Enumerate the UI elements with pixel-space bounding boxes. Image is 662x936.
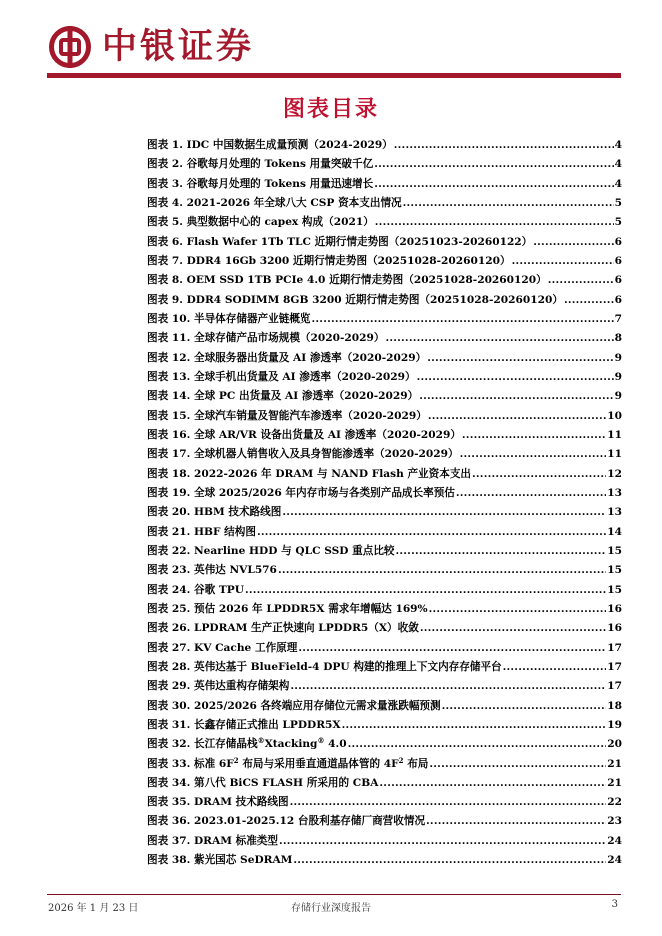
toc-entry-page: 4 — [614, 177, 622, 190]
toc-entry[interactable] — [147, 600, 622, 619]
toc-dot-leader — [374, 175, 613, 194]
toc-entry-page: 6 — [614, 274, 622, 287]
toc-dot-leader — [429, 600, 607, 619]
toc-entry[interactable] — [147, 503, 622, 522]
toc-entry-page: 8 — [614, 332, 622, 345]
toc-entry-page: 14 — [607, 525, 622, 538]
toc-entry-page: 16 — [607, 622, 622, 635]
toc-entry[interactable] — [147, 832, 622, 851]
toc-entry-page: 13 — [607, 506, 622, 519]
toc-entry[interactable] — [147, 329, 622, 348]
toc-dot-leader — [428, 407, 606, 426]
toc-dot-leader — [290, 793, 607, 812]
toc-entry-page: 12 — [607, 467, 622, 480]
toc-entry-label: 图表 32. 长江存储晶栈®Xtacking® 4.0 — [147, 736, 347, 751]
toc-dot-leader — [417, 368, 614, 387]
toc-entry-label: 图表 4. 2021-2026 年全球八大 CSP 资本支出情况 — [147, 196, 402, 209]
toc-entry-label: 图表 15. 全球汽车销量及智能汽车渗透率（2020-2029） — [147, 409, 427, 422]
toc-dot-leader — [548, 271, 614, 290]
toc-entry-page: 15 — [607, 564, 622, 577]
toc-entry-page: 15 — [607, 544, 622, 557]
toc-entry-page: 4 — [614, 158, 622, 171]
toc-entry-page: 6 — [614, 235, 622, 248]
toc-dot-leader — [245, 581, 606, 600]
toc-entry-label: 图表 11. 全球存储产品市场规模（2020-2029） — [147, 332, 385, 345]
toc-dot-leader — [279, 832, 606, 851]
toc-entry-page: 7 — [614, 312, 622, 325]
toc-entry-page: 5 — [614, 216, 622, 229]
toc-dot-leader — [396, 542, 607, 561]
toc-dot-leader — [472, 465, 606, 484]
toc-entry[interactable] — [147, 774, 622, 793]
toc-entry-page: 6 — [614, 254, 622, 267]
toc-entry-label: 图表 10. 半导体存储器产业链概览 — [147, 312, 311, 325]
toc-dot-leader — [427, 349, 613, 368]
toc-entry[interactable] — [147, 271, 622, 290]
toc-entry[interactable] — [147, 407, 622, 426]
toc-entry[interactable] — [147, 542, 622, 561]
toc-entry-label: 图表 24. 谷歌 TPU — [147, 583, 244, 596]
toc-entry-page: 20 — [607, 738, 622, 751]
toc-entry-label: 图表 29. 英伟达重构存储架构 — [147, 680, 290, 693]
toc-entry[interactable] — [147, 465, 622, 484]
toc-entry[interactable] — [147, 697, 622, 716]
toc-entry-label: 图表 3. 谷歌每月处理的 Tokens 用量迅速增长 — [147, 177, 374, 190]
toc-entry[interactable] — [147, 484, 622, 503]
toc-entry-label: 图表 20. HBM 技术路线图 — [147, 506, 282, 519]
toc-entry-label: 图表 36. 2023.01-2025.12 台股利基存储厂商营收情况 — [147, 815, 426, 828]
toc-entry-label: 图表 12. 全球服务器出货量及 AI 渗透率（2020-2029） — [147, 351, 427, 364]
toc-entry[interactable] — [147, 387, 622, 406]
toc-entry-page: 4 — [614, 139, 622, 151]
toc-entry[interactable] — [147, 445, 622, 464]
toc-dot-leader — [348, 735, 607, 754]
toc-entry-page: 17 — [607, 641, 622, 654]
toc-dot-leader — [257, 523, 606, 542]
toc-entry-page: 16 — [607, 602, 622, 615]
toc-dot-leader — [462, 426, 606, 445]
toc-entry-label: 图表 25. 预估 2026 年 LPDDR5X 需求年增幅达 169% — [147, 602, 428, 615]
toc-entry[interactable] — [147, 310, 622, 329]
toc-dot-leader — [293, 851, 606, 870]
toc-dot-leader — [379, 774, 606, 793]
toc-entry-label: 图表 14. 全球 PC 出货量及 AI 渗透率（2020-2029） — [147, 390, 419, 403]
toc-entry-label: 图表 30. 2025/2026 各终端应用存储位元需求量涨跌幅预测 — [147, 699, 441, 712]
toc-entry-label: 图表 5. 典型数据中心的 capex 构成（2021） — [147, 216, 374, 229]
toc-entry[interactable] — [147, 677, 622, 696]
footer-page-number: 3 — [611, 899, 618, 910]
toc-entry[interactable] — [147, 291, 622, 310]
toc-entry-label: 图表 22. Nearline HDD 与 QLC SSD 重点比较 — [147, 544, 395, 557]
brand-name: 中银证券 — [102, 27, 255, 67]
toc-dot-leader — [512, 252, 614, 271]
toc-dot-leader — [442, 697, 607, 716]
toc-entry-page: 9 — [614, 351, 622, 364]
toc-dot-leader — [426, 812, 606, 831]
toc-entry[interactable] — [147, 155, 622, 174]
toc-entry-label: 图表 35. DRAM 技术路线图 — [147, 796, 289, 809]
toc-entry[interactable] — [147, 426, 622, 445]
toc-entry[interactable] — [147, 581, 622, 600]
toc-entry[interactable] — [147, 658, 622, 677]
toc-entry[interactable] — [147, 793, 622, 812]
toc-entry-label: 图表 21. HBF 结构图 — [147, 525, 256, 538]
toc-entry-label: 图表 28. 英伟达基于 BlueField-4 DPU 构建的推理上下文内存存储平台 — [147, 660, 502, 673]
toc-entry[interactable] — [147, 561, 622, 580]
toc-entry-label: 图表 9. DDR4 SODIMM 8GB 3200 近期行情走势图（20251028-20260120） — [147, 293, 563, 306]
toc-entry-page: 5 — [614, 196, 622, 209]
toc-entry[interactable] — [147, 136, 622, 155]
table-of-figures — [147, 136, 622, 870]
toc-entry[interactable] — [147, 368, 622, 387]
toc-dot-leader — [282, 503, 606, 522]
toc-dot-leader — [312, 310, 614, 329]
toc-entry-page: 21 — [607, 776, 622, 789]
toc-entry-label: 图表 26. LPDRAM 生产正快速向 LPDDR5（X）收敛 — [147, 622, 419, 635]
toc-entry-page: 9 — [614, 370, 622, 383]
toc-entry[interactable] — [147, 851, 622, 870]
toc-entry-page: 17 — [607, 660, 622, 673]
footer-report-name: 存储行业深度报告 — [291, 903, 371, 914]
toc-entry-label: 图表 31. 长鑫存储正式推出 LPDDR5X — [147, 718, 341, 731]
toc-entry-page: 10 — [607, 409, 622, 422]
toc-entry-page: 13 — [607, 486, 622, 499]
toc-entry-page: 11 — [607, 448, 622, 461]
toc-entry-label: 图表 16. 全球 AR/VR 设备出货量及 AI 渗透率（2020-2029） — [147, 428, 461, 441]
toc-entry-page: 15 — [607, 583, 622, 596]
toc-entry-label: 图表 19. 全球 2025/2026 年内存市场与各类别产品成长率预估 — [147, 486, 455, 499]
toc-entry-label: 图表 6. Flash Wafer 1Tb TLC 近期行情走势图（20251023-20260122） — [147, 235, 533, 248]
toc-dot-leader — [278, 561, 606, 580]
toc-dot-leader — [394, 136, 614, 155]
toc-entry-label: 图表 38. 紫光国芯 SeDRAM — [147, 854, 293, 867]
toc-entry[interactable] — [147, 213, 622, 232]
toc-dot-leader — [429, 755, 606, 774]
toc-dot-leader — [456, 484, 606, 503]
toc-entry[interactable] — [147, 619, 622, 638]
toc-entry-label: 图表 37. DRAM 标准类型 — [147, 834, 278, 847]
toc-entry[interactable] — [147, 252, 622, 271]
toc-dot-leader — [564, 291, 614, 310]
toc-dot-leader — [342, 716, 607, 735]
toc-entry[interactable] — [147, 233, 622, 252]
toc-dot-leader — [403, 194, 614, 213]
toc-entry-label: 图表 1. IDC 中国数据生成量预测（2024-2029） — [147, 139, 393, 151]
toc-dot-leader — [290, 677, 606, 696]
toc-entry-label: 图表 33. 标准 $6F^2$ 布局与采用垂直通道晶体管的 $4F^2$ 布局 — [147, 755, 429, 770]
toc-entry-page: 18 — [607, 699, 622, 712]
footer-rule — [47, 894, 621, 895]
toc-dot-leader — [374, 155, 613, 174]
toc-entry[interactable] — [147, 735, 622, 754]
toc-entry[interactable] — [147, 175, 622, 194]
toc-dot-leader — [375, 213, 614, 232]
toc-entry-label: 图表 17. 全球机器人销售收入及具身智能渗透率（2020-2029） — [147, 448, 459, 461]
toc-entry-page: 21 — [607, 757, 622, 770]
header-rule — [47, 73, 621, 78]
toc-entry-page: 23 — [607, 815, 622, 828]
toc-entry-page: 11 — [607, 428, 622, 441]
toc-entry-page: 24 — [607, 834, 622, 847]
footer-date: 2026 年 1 月 23 日 — [48, 903, 139, 914]
toc-entry-label: 图表 2. 谷歌每月处理的 Tokens 用量突破千亿 — [147, 158, 374, 171]
bank-of-china-logo-icon — [48, 25, 92, 69]
toc-entry[interactable] — [147, 523, 622, 542]
toc-entry-label: 图表 18. 2022-2026 年 DRAM 与 NAND Flash 产业资本支出 — [147, 467, 472, 480]
toc-dot-leader — [533, 233, 613, 252]
toc-entry-page: 17 — [607, 680, 622, 693]
toc-entry[interactable] — [147, 639, 622, 658]
toc-entry[interactable] — [147, 194, 622, 213]
toc-entry-label: 图表 27. KV Cache 工作原理 — [147, 641, 298, 654]
toc-entry[interactable] — [147, 349, 622, 368]
toc-entry[interactable] — [147, 755, 622, 774]
toc-entry[interactable] — [147, 812, 622, 831]
toc-entry-label: 图表 8. OEM SSD 1TB PCIe 4.0 近期行情走势图（20251028-20260120） — [147, 274, 547, 287]
toc-entry-page: 9 — [614, 390, 622, 403]
toc-dot-leader — [298, 639, 606, 658]
toc-entry[interactable] — [147, 716, 622, 735]
toc-dot-leader — [385, 329, 613, 348]
toc-dot-leader — [419, 387, 613, 406]
toc-entry-label: 图表 7. DDR4 16Gb 3200 近期行情走势图（20251028-20260120） — [147, 254, 511, 267]
toc-entry-page: 22 — [607, 796, 622, 809]
page-title: 图表目录 — [282, 97, 379, 122]
toc-entry-page: 19 — [607, 718, 622, 731]
toc-dot-leader — [460, 445, 607, 464]
toc-entry-page: 6 — [614, 293, 622, 306]
toc-entry-page: 24 — [607, 854, 622, 867]
toc-entry-label: 图表 23. 英伟达 NVL576 — [147, 564, 277, 577]
toc-entry-label: 图表 34. 第八代 BiCS FLASH 所采用的 CBA — [147, 776, 379, 789]
toc-dot-leader — [420, 619, 606, 638]
toc-dot-leader — [503, 658, 607, 677]
toc-entry-label: 图表 13. 全球手机出货量及 AI 渗透率（2020-2029） — [147, 370, 416, 383]
